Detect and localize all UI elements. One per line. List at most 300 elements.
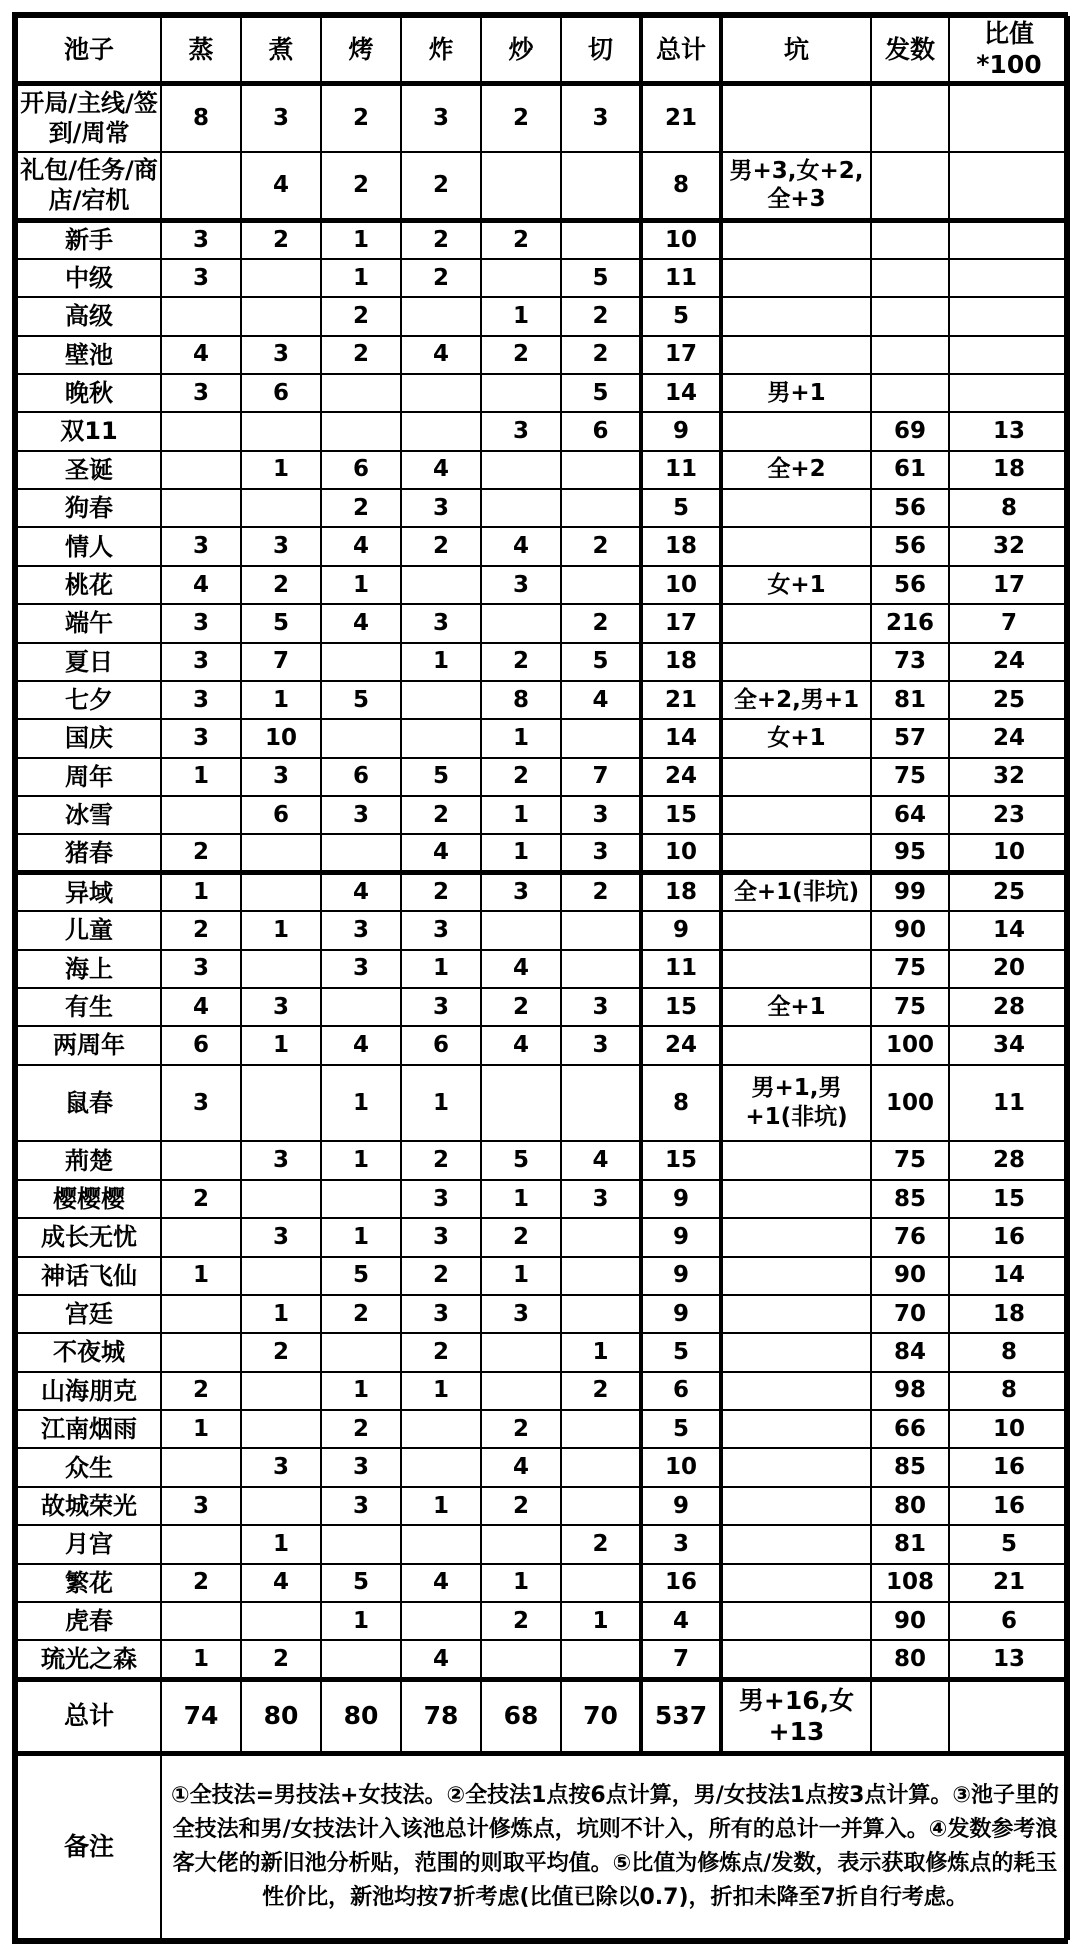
value-cell: 4 — [161, 988, 241, 1026]
value-cell: 1 — [321, 1372, 401, 1410]
value-cell — [721, 1218, 871, 1256]
value-cell: 1 — [401, 950, 481, 988]
value-cell: 3 — [561, 988, 641, 1026]
value-cell — [871, 374, 949, 412]
value-cell: 10 — [241, 719, 321, 757]
value-cell: 56 — [871, 527, 949, 565]
value-cell: 24 — [949, 643, 1069, 681]
value-cell: 8 — [949, 1333, 1069, 1371]
table-row — [17, 1448, 1069, 1486]
value-cell — [561, 911, 641, 949]
total-cell: 78 — [401, 1679, 481, 1753]
value-cell — [721, 1448, 871, 1486]
value-cell: 3 — [641, 1525, 721, 1563]
value-cell: 15 — [641, 988, 721, 1026]
pool-name-cell: 圣诞 — [17, 451, 161, 489]
pool-name-cell: 高级 — [17, 297, 161, 335]
value-cell: 18 — [641, 527, 721, 565]
table-row — [17, 336, 1069, 374]
value-cell: 2 — [241, 1333, 321, 1371]
value-cell: 4 — [481, 1448, 561, 1486]
value-cell: 1 — [161, 1410, 241, 1448]
value-cell — [561, 451, 641, 489]
value-cell — [241, 259, 321, 297]
value-cell: 1 — [481, 1180, 561, 1218]
value-cell: 81 — [871, 1525, 949, 1563]
value-cell: 2 — [561, 527, 641, 565]
value-cell — [949, 83, 1069, 152]
value-cell — [321, 412, 401, 450]
pool-name-cell: 荊楚 — [17, 1141, 161, 1179]
value-cell: 4 — [161, 566, 241, 604]
value-cell: 2 — [401, 873, 481, 911]
value-cell: 85 — [871, 1448, 949, 1486]
value-cell: 10 — [641, 834, 721, 872]
pool-name-cell: 桃花 — [17, 566, 161, 604]
value-cell: 2 — [481, 1410, 561, 1448]
value-cell — [401, 681, 481, 719]
table-row — [17, 1372, 1069, 1410]
value-cell: 1 — [241, 1026, 321, 1064]
pool-name-cell: 海上 — [17, 950, 161, 988]
value-cell: 1 — [561, 1333, 641, 1371]
pool-name-cell: 繁花 — [17, 1564, 161, 1602]
value-cell — [241, 412, 321, 450]
value-cell: 75 — [871, 950, 949, 988]
value-cell: 2 — [321, 1410, 401, 1448]
value-cell: 1 — [401, 643, 481, 681]
value-cell: 8 — [641, 1065, 721, 1142]
value-cell — [561, 1218, 641, 1256]
pool-name-cell: 猪春 — [17, 834, 161, 872]
table-row — [17, 1218, 1069, 1256]
value-cell: 57 — [871, 719, 949, 757]
value-cell: 21 — [641, 681, 721, 719]
value-cell: 4 — [321, 604, 401, 642]
value-cell: 6 — [401, 1026, 481, 1064]
value-cell — [321, 1180, 401, 1218]
value-cell: 21 — [641, 83, 721, 152]
value-cell: 95 — [871, 834, 949, 872]
value-cell — [871, 297, 949, 335]
value-cell: 98 — [871, 1372, 949, 1410]
value-cell: 15 — [949, 1180, 1069, 1218]
value-cell: 4 — [321, 1026, 401, 1064]
value-cell: 9 — [641, 1180, 721, 1218]
value-cell: 3 — [321, 796, 401, 834]
value-cell: 7 — [561, 758, 641, 796]
pool-name-cell: 开局/主线/签到/周常 — [17, 83, 161, 152]
value-cell — [401, 1602, 481, 1640]
value-cell: 18 — [641, 643, 721, 681]
value-cell — [721, 911, 871, 949]
value-cell: 4 — [241, 1564, 321, 1602]
table-row — [17, 1180, 1069, 1218]
value-cell: 80 — [871, 1487, 949, 1525]
value-cell — [561, 1640, 641, 1679]
value-cell: 3 — [401, 83, 481, 152]
value-cell — [949, 297, 1069, 335]
pool-name-cell: 七夕 — [17, 681, 161, 719]
value-cell — [721, 259, 871, 297]
value-cell — [561, 950, 641, 988]
value-cell: 3 — [161, 681, 241, 719]
value-cell: 1 — [561, 1602, 641, 1640]
value-cell: 216 — [871, 604, 949, 642]
value-cell: 1 — [401, 1065, 481, 1142]
value-cell — [949, 336, 1069, 374]
table-row — [17, 911, 1069, 949]
table-row — [17, 527, 1069, 565]
value-cell: 2 — [481, 336, 561, 374]
value-cell: 2 — [481, 1487, 561, 1525]
value-cell — [949, 152, 1069, 221]
value-cell: 2 — [561, 336, 641, 374]
value-cell — [561, 1295, 641, 1333]
pool-name-cell: 情人 — [17, 527, 161, 565]
total-label: 总计 — [17, 1679, 161, 1753]
value-cell: 3 — [161, 604, 241, 642]
value-cell — [561, 1410, 641, 1448]
note-text: ①全技法=男技法+女技法。②全技法1点按6点计算，男/女技法1点按3点计算。③池子里的全技法和男/女技法计入该池总计修炼点，坑则不计入，所有的总计一并算入。④发数参考浪客大佬的新旧池分析贴，范围的则取平均值。⑤比值为修炼点/发数，表示获取修炼点的耗玉性价比，新池均按7折考虑(比值已除以0.7)，折扣未降至7折自行考虑。 — [161, 1753, 1069, 1939]
value-cell — [241, 1602, 321, 1640]
pool-name-cell: 有生 — [17, 988, 161, 1026]
value-cell: 3 — [481, 873, 561, 911]
value-cell: 全+2 — [721, 451, 871, 489]
total-cell: 537 — [641, 1679, 721, 1753]
value-cell: 16 — [641, 1564, 721, 1602]
value-cell — [561, 220, 641, 258]
value-cell: 1 — [321, 1602, 401, 1640]
value-cell: 6 — [949, 1602, 1069, 1640]
value-cell: 3 — [401, 489, 481, 527]
value-cell: 2 — [321, 297, 401, 335]
value-cell — [871, 152, 949, 221]
value-cell: 3 — [241, 1141, 321, 1179]
total-row — [17, 1679, 1069, 1753]
table-row — [17, 83, 1069, 152]
pool-name-cell: 樱樱樱 — [17, 1180, 161, 1218]
value-cell — [401, 1410, 481, 1448]
value-cell: 1 — [401, 1487, 481, 1525]
value-cell: 4 — [321, 527, 401, 565]
value-cell: 1 — [241, 451, 321, 489]
total-cell: 80 — [321, 1679, 401, 1753]
value-cell: 8 — [481, 681, 561, 719]
value-cell: 4 — [401, 451, 481, 489]
total-cell — [871, 1679, 949, 1753]
table-row — [17, 374, 1069, 412]
value-cell: 13 — [949, 412, 1069, 450]
value-cell: 2 — [401, 220, 481, 258]
value-cell: 90 — [871, 1602, 949, 1640]
table-row — [17, 1640, 1069, 1679]
value-cell: 9 — [641, 1218, 721, 1256]
header-cell: 坑 — [721, 17, 871, 83]
value-cell — [949, 220, 1069, 258]
value-cell — [949, 374, 1069, 412]
value-cell: 2 — [161, 1180, 241, 1218]
value-cell: 2 — [401, 152, 481, 221]
value-cell: 3 — [241, 1218, 321, 1256]
value-cell — [721, 1410, 871, 1448]
table-row — [17, 1525, 1069, 1563]
value-cell: 7 — [949, 604, 1069, 642]
value-cell: 5 — [481, 1141, 561, 1179]
value-cell: 4 — [401, 1564, 481, 1602]
value-cell — [241, 1487, 321, 1525]
value-cell: 85 — [871, 1180, 949, 1218]
value-cell: 4 — [401, 834, 481, 872]
value-cell — [721, 83, 871, 152]
value-cell — [321, 1333, 401, 1371]
value-cell — [561, 1448, 641, 1486]
value-cell — [481, 1640, 561, 1679]
value-cell — [321, 834, 401, 872]
value-cell: 24 — [641, 1026, 721, 1064]
value-cell — [161, 1525, 241, 1563]
total-cell: 74 — [161, 1679, 241, 1753]
value-cell: 2 — [321, 152, 401, 221]
pool-table — [16, 16, 1070, 1940]
note-row — [17, 1753, 1069, 1939]
value-cell: 1 — [161, 758, 241, 796]
value-cell: 男+1 — [721, 374, 871, 412]
pool-name-cell: 故城荣光 — [17, 1487, 161, 1525]
value-cell: 3 — [321, 1487, 401, 1525]
value-cell — [721, 1141, 871, 1179]
value-cell — [721, 950, 871, 988]
table-row — [17, 834, 1069, 872]
value-cell — [161, 297, 241, 335]
value-cell — [481, 1333, 561, 1371]
value-cell: 2 — [401, 1257, 481, 1295]
value-cell: 24 — [641, 758, 721, 796]
table-row — [17, 1410, 1069, 1448]
value-cell — [721, 1026, 871, 1064]
value-cell: 3 — [401, 604, 481, 642]
value-cell: 76 — [871, 1218, 949, 1256]
value-cell: 2 — [481, 643, 561, 681]
value-cell: 17 — [641, 604, 721, 642]
value-cell — [481, 259, 561, 297]
value-cell: 75 — [871, 988, 949, 1026]
value-cell: 2 — [561, 1372, 641, 1410]
value-cell: 1 — [481, 297, 561, 335]
value-cell: 3 — [321, 911, 401, 949]
pool-name-cell: 国庆 — [17, 719, 161, 757]
pool-name-cell: 众生 — [17, 1448, 161, 1486]
value-cell — [161, 152, 241, 221]
value-cell: 4 — [401, 1640, 481, 1679]
value-cell: 2 — [561, 1525, 641, 1563]
value-cell — [241, 1180, 321, 1218]
value-cell: 3 — [241, 988, 321, 1026]
value-cell — [481, 489, 561, 527]
value-cell — [161, 1602, 241, 1640]
value-cell — [241, 1410, 321, 1448]
total-cell: 80 — [241, 1679, 321, 1753]
value-cell: 1 — [481, 1257, 561, 1295]
value-cell — [561, 1564, 641, 1602]
pool-name-cell: 虎春 — [17, 1602, 161, 1640]
value-cell: 1 — [321, 566, 401, 604]
value-cell: 6 — [241, 796, 321, 834]
value-cell: 5 — [641, 1333, 721, 1371]
value-cell — [241, 950, 321, 988]
value-cell — [161, 412, 241, 450]
value-cell: 17 — [641, 336, 721, 374]
value-cell: 2 — [161, 1372, 241, 1410]
value-cell: 18 — [949, 451, 1069, 489]
value-cell: 女+1 — [721, 719, 871, 757]
value-cell: 90 — [871, 1257, 949, 1295]
value-cell: 1 — [321, 259, 401, 297]
value-cell: 99 — [871, 873, 949, 911]
value-cell: 10 — [641, 566, 721, 604]
header-cell: 蒸 — [161, 17, 241, 83]
value-cell — [481, 451, 561, 489]
value-cell — [241, 1372, 321, 1410]
value-cell: 1 — [481, 719, 561, 757]
header-cell: 总计 — [641, 17, 721, 83]
value-cell — [241, 489, 321, 527]
value-cell: 3 — [401, 1180, 481, 1218]
value-cell — [721, 297, 871, 335]
table-row — [17, 643, 1069, 681]
value-cell — [161, 1333, 241, 1371]
value-cell: 5 — [641, 297, 721, 335]
value-cell: 10 — [949, 1410, 1069, 1448]
value-cell: 4 — [561, 681, 641, 719]
value-cell: 2 — [481, 220, 561, 258]
value-cell: 81 — [871, 681, 949, 719]
value-cell: 1 — [321, 1065, 401, 1142]
table-row — [17, 873, 1069, 911]
value-cell: 10 — [641, 1448, 721, 1486]
value-cell — [721, 527, 871, 565]
value-cell: 3 — [161, 1487, 241, 1525]
value-cell: 13 — [949, 1640, 1069, 1679]
value-cell — [481, 374, 561, 412]
total-cell — [949, 1679, 1069, 1753]
value-cell: 10 — [641, 220, 721, 258]
value-cell — [321, 374, 401, 412]
value-cell — [321, 643, 401, 681]
value-cell: 9 — [641, 1257, 721, 1295]
value-cell — [561, 1065, 641, 1142]
value-cell — [161, 1295, 241, 1333]
value-cell: 1 — [241, 1295, 321, 1333]
value-cell: 3 — [561, 1180, 641, 1218]
value-cell: 5 — [241, 604, 321, 642]
table-row — [17, 451, 1069, 489]
value-cell — [161, 1448, 241, 1486]
value-cell: 4 — [241, 152, 321, 221]
value-cell: 2 — [401, 1141, 481, 1179]
value-cell: 4 — [161, 336, 241, 374]
table-row — [17, 1065, 1069, 1142]
header-cell: 煮 — [241, 17, 321, 83]
value-cell: 5 — [561, 374, 641, 412]
value-cell: 2 — [481, 83, 561, 152]
value-cell: 3 — [161, 643, 241, 681]
table-row — [17, 489, 1069, 527]
value-cell — [561, 1487, 641, 1525]
value-cell: 4 — [561, 1141, 641, 1179]
table-row — [17, 1026, 1069, 1064]
pool-name-cell: 夏日 — [17, 643, 161, 681]
table-row — [17, 1487, 1069, 1525]
value-cell — [721, 1333, 871, 1371]
value-cell — [721, 1257, 871, 1295]
value-cell: 3 — [241, 1448, 321, 1486]
value-cell — [721, 604, 871, 642]
total-cell: 70 — [561, 1679, 641, 1753]
value-cell: 14 — [949, 1257, 1069, 1295]
value-cell: 3 — [561, 796, 641, 834]
value-cell: 66 — [871, 1410, 949, 1448]
value-cell: 3 — [401, 988, 481, 1026]
value-cell: 2 — [321, 1295, 401, 1333]
value-cell: 5 — [561, 643, 641, 681]
value-cell — [401, 1448, 481, 1486]
value-cell: 100 — [871, 1065, 949, 1142]
value-cell: 2 — [321, 83, 401, 152]
value-cell — [321, 719, 401, 757]
table-row — [17, 604, 1069, 642]
value-cell: 1 — [321, 220, 401, 258]
value-cell: 11 — [949, 1065, 1069, 1142]
value-cell: 7 — [641, 1640, 721, 1679]
value-cell: 16 — [949, 1487, 1069, 1525]
value-cell: 15 — [641, 1141, 721, 1179]
pool-name-cell: 神话飞仙 — [17, 1257, 161, 1295]
value-cell — [561, 566, 641, 604]
value-cell — [721, 1372, 871, 1410]
value-cell — [721, 1602, 871, 1640]
value-cell: 8 — [641, 152, 721, 221]
value-cell — [241, 834, 321, 872]
value-cell — [161, 1218, 241, 1256]
value-cell: 1 — [241, 911, 321, 949]
table-row — [17, 412, 1069, 450]
value-cell: 2 — [561, 604, 641, 642]
value-cell: 1 — [241, 1525, 321, 1563]
value-cell: 56 — [871, 566, 949, 604]
value-cell: 5 — [321, 681, 401, 719]
value-cell — [321, 988, 401, 1026]
value-cell: 3 — [161, 259, 241, 297]
value-cell: 3 — [161, 220, 241, 258]
value-cell: 84 — [871, 1333, 949, 1371]
value-cell — [401, 412, 481, 450]
value-cell: 6 — [161, 1026, 241, 1064]
table-body — [17, 83, 1069, 1679]
value-cell: 73 — [871, 643, 949, 681]
value-cell: 2 — [161, 911, 241, 949]
note-label: 备注 — [17, 1753, 161, 1939]
value-cell: 1 — [481, 1564, 561, 1602]
table-row — [17, 1141, 1069, 1179]
value-cell — [401, 297, 481, 335]
value-cell: 4 — [481, 1026, 561, 1064]
pool-name-cell: 晚秋 — [17, 374, 161, 412]
value-cell: 18 — [641, 873, 721, 911]
value-cell: 2 — [321, 336, 401, 374]
value-cell: 3 — [241, 527, 321, 565]
value-cell — [871, 336, 949, 374]
